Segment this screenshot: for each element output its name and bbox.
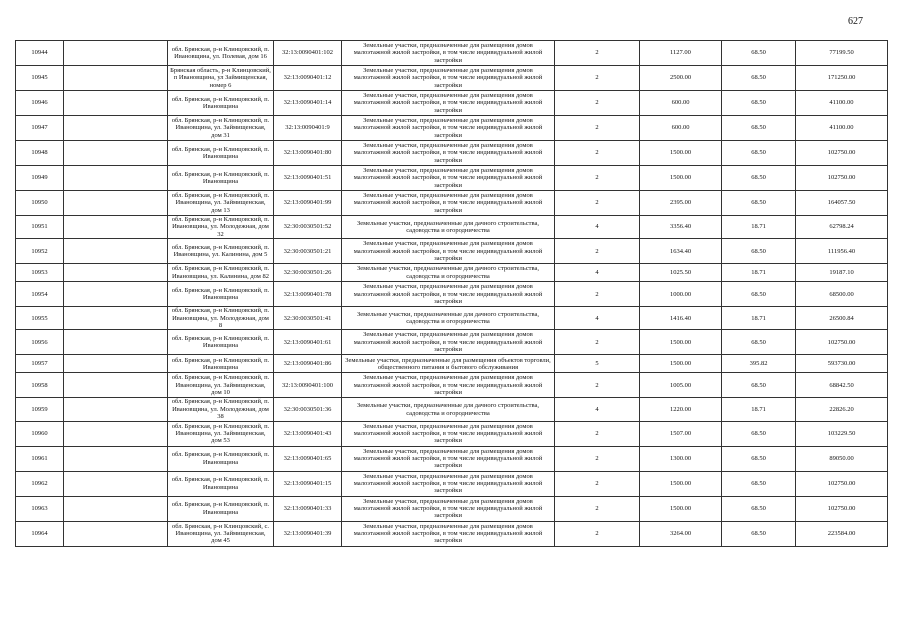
specific-value-cell: 68.50 [722,446,796,471]
land-use-cell: Земельные участки, предназначенные для размещения домов малоэтажной жилой застройки, в том числе индивидуальной жилой застройки [342,521,555,546]
use-group-cell: 2 [555,496,640,521]
table-row [16,141,888,166]
address-cell: обл. Брянская, р-н Клинцовский, п. Ивановщина [168,355,274,373]
area-cell: 1500.00 [640,355,722,373]
cadastral-number-cell: 32:30:0030501:41 [274,307,342,330]
row-number-cell: 10956 [16,330,64,355]
address-cell: обл. Брянская, р-н Клинцовский, п. Ивановщина, ул. Калинина, дом 5 [168,239,274,264]
specific-value-cell: 68.50 [722,166,796,191]
row-number-cell: 10958 [16,373,64,398]
specific-value-cell: 68.50 [722,91,796,116]
address-cell: обл. Брянская, р-н Клинцовский, п. Ивановщина [168,166,274,191]
use-group-cell: 2 [555,471,640,496]
land-use-cell: Земельные участки, предназначенные для размещения домов малоэтажной жилой застройки, в том числе индивидуальной жилой застройки [342,91,555,116]
specific-value-cell: 395.82 [722,355,796,373]
use-group-cell: 4 [555,307,640,330]
use-group-cell: 2 [555,421,640,446]
cadastral-value-cell: 77199.50 [796,41,888,66]
blank-cell [64,264,168,282]
cadastral-number-cell: 32:30:0030501:36 [274,398,342,421]
use-group-cell: 4 [555,398,640,421]
cadastral-number-cell: 32:30:0030501:21 [274,239,342,264]
address-cell: обл. Брянская, р-н Клинцовский, п. Ивановщина [168,141,274,166]
blank-cell [64,116,168,141]
blank-cell [64,191,168,216]
area-cell: 3356.40 [640,216,722,239]
use-group-cell: 2 [555,41,640,66]
cadastral-value-cell: 26500.84 [796,307,888,330]
use-group-cell: 5 [555,355,640,373]
land-use-cell: Земельные участки, предназначенные для дачного строительства, садоводства и огородничества [342,264,555,282]
blank-cell [64,355,168,373]
blank-cell [64,282,168,307]
cadastral-number-cell: 32:30:0030501:26 [274,264,342,282]
row-number-cell: 10953 [16,264,64,282]
area-cell: 600.00 [640,116,722,141]
row-number-cell: 10944 [16,41,64,66]
use-group-cell: 2 [555,116,640,141]
blank-cell [64,421,168,446]
cadastral-value-cell: 102750.00 [796,141,888,166]
cadastral-number-cell: 32:13:0090401:12 [274,66,342,91]
area-cell: 2500.00 [640,66,722,91]
address-cell: обл. Брянская, р-н Клинцовский, п. Ивановщина [168,471,274,496]
cadastral-value-cell: 593730.00 [796,355,888,373]
use-group-cell: 2 [555,330,640,355]
specific-value-cell: 68.50 [722,141,796,166]
area-cell: 1220.00 [640,398,722,421]
specific-value-cell: 68.50 [722,239,796,264]
blank-cell [64,496,168,521]
cadastral-value-cell: 22826.20 [796,398,888,421]
area-cell: 1000.00 [640,282,722,307]
area-cell: 1005.00 [640,373,722,398]
row-number-cell: 10946 [16,91,64,116]
use-group-cell: 2 [555,239,640,264]
address-cell: обл. Брянская, р-н Клинцовский, п. Ивановщина, ул. Молодежная, дом 32 [168,216,274,239]
land-use-cell: Земельные участки, предназначенные для размещения домов малоэтажной жилой застройки, в том числе индивидуальной жилой застройки [342,373,555,398]
land-use-cell: Земельные участки, предназначенные для размещения домов малоэтажной жилой застройки, в том числе индивидуальной жилой застройки [342,116,555,141]
table-row [16,282,888,307]
land-use-cell: Земельные участки, предназначенные для размещения домов малоэтажной жилой застройки, в том числе индивидуальной жилой застройки [342,141,555,166]
address-cell: обл. Брянская, р-н Клинцовский, п. Ивановщина [168,330,274,355]
cadastral-value-cell: 102750.00 [796,166,888,191]
cadastral-number-cell: 32:13:0090401:65 [274,446,342,471]
cadastral-value-cell: 68842.50 [796,373,888,398]
specific-value-cell: 68.50 [722,496,796,521]
table-row [16,66,888,91]
land-use-cell: Земельные участки, предназначенные для размещения домов малоэтажной жилой застройки, в том числе индивидуальной жилой застройки [342,166,555,191]
row-number-cell: 10951 [16,216,64,239]
table-row [16,166,888,191]
table-row [16,521,888,546]
specific-value-cell: 68.50 [722,282,796,307]
table-row [16,307,888,330]
address-cell: обл. Брянская, р-н Клинцовский, п. Ивановщина [168,446,274,471]
address-cell: обл. Брянская, р-н Клинцовский, п. Ивановщина, ул. Полевая, дом 16 [168,41,274,66]
use-group-cell: 2 [555,66,640,91]
cadastral-value-cell: 171250.00 [796,66,888,91]
address-cell: обл. Брянская, р-н Клинцовский, п. Ивановщина, ул. Займищенская, дом 31 [168,116,274,141]
cadastral-value-cell: 62798.24 [796,216,888,239]
area-cell: 1500.00 [640,471,722,496]
specific-value-cell: 68.50 [722,421,796,446]
table-row [16,91,888,116]
blank-cell [64,521,168,546]
cadastral-value-cell: 102750.00 [796,330,888,355]
row-number-cell: 10950 [16,191,64,216]
area-cell: 1500.00 [640,141,722,166]
specific-value-cell: 68.50 [722,41,796,66]
land-use-cell: Земельные участки, предназначенные для размещения домов малоэтажной жилой застройки, в том числе индивидуальной жилой застройки [342,239,555,264]
blank-cell [64,330,168,355]
land-use-cell: Земельные участки, предназначенные для размещения домов малоэтажной жилой застройки, в том числе индивидуальной жилой застройки [342,41,555,66]
table-row [16,446,888,471]
row-number-cell: 10955 [16,307,64,330]
table-row [16,373,888,398]
land-use-cell: Земельные участки, предназначенные для размещения объектов торговли, общественного питания и бытового обслуживания [342,355,555,373]
row-number-cell: 10954 [16,282,64,307]
area-cell: 2395.00 [640,191,722,216]
area-cell: 1500.00 [640,330,722,355]
cadastral-number-cell: 32:13:0090401:51 [274,166,342,191]
specific-value-cell: 18.71 [722,398,796,421]
use-group-cell: 2 [555,166,640,191]
land-use-cell: Земельные участки, предназначенные для размещения домов малоэтажной жилой застройки, в том числе индивидуальной жилой застройки [342,471,555,496]
specific-value-cell: 18.71 [722,264,796,282]
area-cell: 1500.00 [640,166,722,191]
cadastral-value-cell: 41100.00 [796,116,888,141]
row-number-cell: 10949 [16,166,64,191]
cadastral-value-cell: 102750.00 [796,471,888,496]
use-group-cell: 4 [555,216,640,239]
row-number-cell: 10963 [16,496,64,521]
cadastral-number-cell: 32:13:0090401:102 [274,41,342,66]
table-row [16,496,888,521]
land-use-cell: Земельные участки, предназначенные для дачного строительства, садоводства и огородничества [342,216,555,239]
blank-cell [64,373,168,398]
cadastral-number-cell: 32:13:0090401:80 [274,141,342,166]
address-cell: обл. Брянская, р-н Клинцовский, п. Ивановщина, ул. Молодежная, дом 8 [168,307,274,330]
area-cell: 3264.00 [640,521,722,546]
cadastral-value-cell: 164057.50 [796,191,888,216]
row-number-cell: 10962 [16,471,64,496]
row-number-cell: 10960 [16,421,64,446]
cadastral-number-cell: 32:13:0090401:39 [274,521,342,546]
table-row [16,191,888,216]
blank-cell [64,398,168,421]
blank-cell [64,307,168,330]
cadastral-value-cell: 68500.00 [796,282,888,307]
land-use-cell: Земельные участки, предназначенные для размещения домов малоэтажной жилой застройки, в том числе индивидуальной жилой застройки [342,282,555,307]
address-cell: обл. Брянская, р-н Клинцовский, п. Ивановщина [168,282,274,307]
address-cell: обл. Брянская, р-н Клинцовский, п. Ивановщина [168,496,274,521]
cadastral-value-cell: 223584.00 [796,521,888,546]
page-number: 627 [848,16,863,27]
area-cell: 1507.00 [640,421,722,446]
address-cell: обл. Брянская, р-н Клинцовский, п. Ивановщина, ул. Калинина, дом 82 [168,264,274,282]
land-use-cell: Земельные участки, предназначенные для размещения домов малоэтажной жилой застройки, в том числе индивидуальной жилой застройки [342,421,555,446]
row-number-cell: 10952 [16,239,64,264]
cadastral-value-table [15,40,888,547]
cadastral-number-cell: 32:13:0090401:43 [274,421,342,446]
area-cell: 1127.00 [640,41,722,66]
blank-cell [64,216,168,239]
area-cell: 1416.40 [640,307,722,330]
area-cell: 1634.40 [640,239,722,264]
cadastral-number-cell: 32:30:0030501:52 [274,216,342,239]
row-number-cell: 10957 [16,355,64,373]
use-group-cell: 4 [555,264,640,282]
address-cell: Брянская область, р-н Клинцовский, п Ивановщина, ул Займищенская, номер 6 [168,66,274,91]
specific-value-cell: 18.71 [722,307,796,330]
specific-value-cell: 18.71 [722,216,796,239]
cadastral-value-cell: 111956.40 [796,239,888,264]
use-group-cell: 2 [555,373,640,398]
specific-value-cell: 68.50 [722,191,796,216]
blank-cell [64,239,168,264]
table-row [16,421,888,446]
blank-cell [64,471,168,496]
row-number-cell: 10959 [16,398,64,421]
table-body [16,41,888,547]
area-cell: 1025.50 [640,264,722,282]
land-use-cell: Земельные участки, предназначенные для размещения домов малоэтажной жилой застройки, в том числе индивидуальной жилой застройки [342,66,555,91]
address-cell: обл. Брянская, р-н Клинцовский, п. Ивановщина [168,91,274,116]
area-cell: 1300.00 [640,446,722,471]
cadastral-number-cell: 32:13:0090401:100 [274,373,342,398]
table-row [16,355,888,373]
table-row [16,398,888,421]
land-use-cell: Земельные участки, предназначенные для размещения домов малоэтажной жилой застройки, в том числе индивидуальной жилой застройки [342,446,555,471]
row-number-cell: 10947 [16,116,64,141]
cadastral-value-cell: 89050.00 [796,446,888,471]
cadastral-number-cell: 32:13:0090401:9 [274,116,342,141]
table-row [16,239,888,264]
use-group-cell: 2 [555,282,640,307]
table-row [16,41,888,66]
cadastral-number-cell: 32:13:0090401:15 [274,471,342,496]
blank-cell [64,446,168,471]
address-cell: обл. Брянская, р-н Клинцовский, п. Ивановщина, ул. Займищенская, дом 13 [168,191,274,216]
cadastral-number-cell: 32:13:0090401:78 [274,282,342,307]
cadastral-number-cell: 32:13:0090401:61 [274,330,342,355]
land-use-cell: Земельные участки, предназначенные для размещения домов малоэтажной жилой застройки, в том числе индивидуальной жилой застройки [342,496,555,521]
land-use-cell: Земельные участки, предназначенные для размещения домов малоэтажной жилой застройки, в том числе индивидуальной жилой застройки [342,330,555,355]
table-row [16,330,888,355]
specific-value-cell: 68.50 [722,116,796,141]
use-group-cell: 2 [555,521,640,546]
specific-value-cell: 68.50 [722,66,796,91]
area-cell: 600.00 [640,91,722,116]
cadastral-number-cell: 32:13:0090401:86 [274,355,342,373]
cadastral-value-cell: 41100.00 [796,91,888,116]
cadastral-number-cell: 32:13:0090401:14 [274,91,342,116]
blank-cell [64,141,168,166]
row-number-cell: 10961 [16,446,64,471]
use-group-cell: 2 [555,91,640,116]
row-number-cell: 10948 [16,141,64,166]
cadastral-number-cell: 32:13:0090401:33 [274,496,342,521]
blank-cell [64,91,168,116]
cadastral-number-cell: 32:13:0090401:99 [274,191,342,216]
use-group-cell: 2 [555,141,640,166]
specific-value-cell: 68.50 [722,521,796,546]
blank-cell [64,66,168,91]
specific-value-cell: 68.50 [722,330,796,355]
land-use-cell: Земельные участки, предназначенные для размещения домов малоэтажной жилой застройки, в том числе индивидуальной жилой застройки [342,191,555,216]
land-use-cell: Земельные участки, предназначенные для дачного строительства, садоводства и огородничества [342,398,555,421]
address-cell: обл. Брянская, р-н Клинцовский, п. Ивановщина, ул. Молодежная, дом 38 [168,398,274,421]
use-group-cell: 2 [555,191,640,216]
row-number-cell: 10964 [16,521,64,546]
address-cell: обл. Брянская, р-н Клинцовский, п. Ивановщина, ул. Займищенская, дом 10 [168,373,274,398]
specific-value-cell: 68.50 [722,373,796,398]
table-row [16,471,888,496]
table-row [16,216,888,239]
area-cell: 1500.00 [640,496,722,521]
row-number-cell: 10945 [16,66,64,91]
table-row [16,264,888,282]
table-row [16,116,888,141]
use-group-cell: 2 [555,446,640,471]
land-use-cell: Земельные участки, предназначенные для дачного строительства, садоводства и огородничества [342,307,555,330]
cadastral-value-cell: 103229.50 [796,421,888,446]
cadastral-value-cell: 102750.00 [796,496,888,521]
specific-value-cell: 68.50 [722,471,796,496]
blank-cell [64,166,168,191]
address-cell: обл. Брянская, р-н Клинцовский, п. Ивановщина, ул. Займищенская, дом 53 [168,421,274,446]
address-cell: обл. Брянская, р-н Клинцовский, с. Ивановщина, ул. Займищенская, дом 45 [168,521,274,546]
blank-cell [64,41,168,66]
cadastral-value-cell: 19187.10 [796,264,888,282]
